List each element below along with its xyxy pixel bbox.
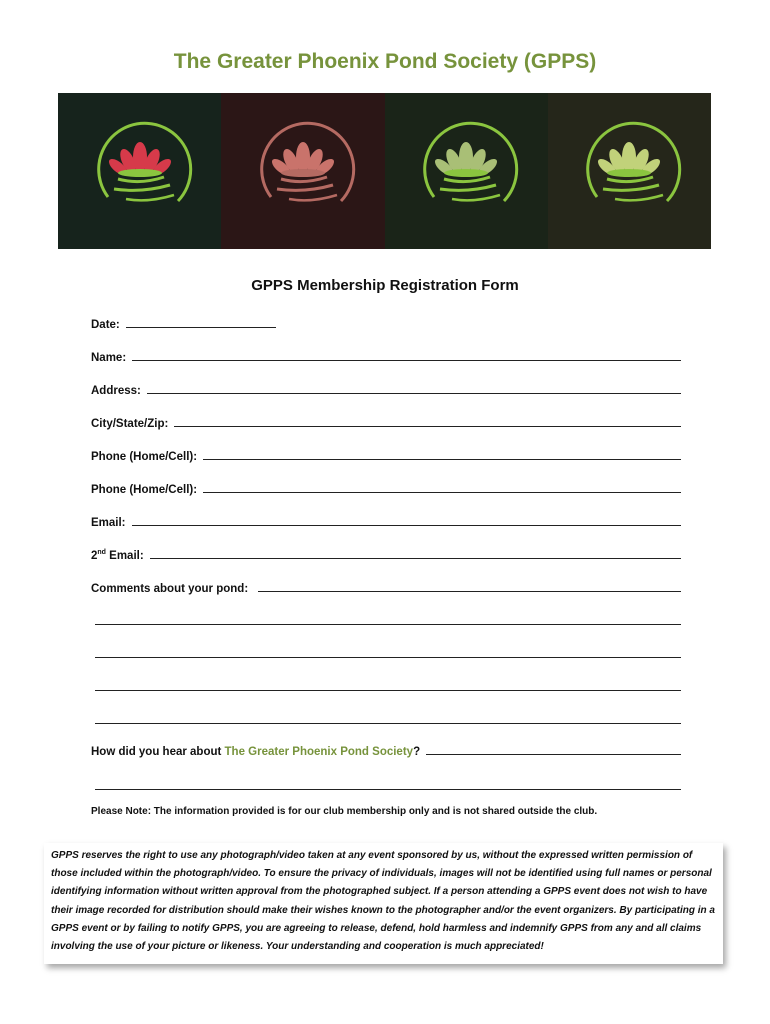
logo-panel: [548, 93, 711, 249]
email2-field[interactable]: [150, 557, 681, 559]
logo-banner: [58, 93, 711, 249]
logo-panel: [221, 93, 384, 249]
phone2-label: Phone (Home/Cell):: [91, 484, 198, 496]
address-row: [91, 379, 681, 397]
form-title: GPPS Membership Registration Form: [251, 277, 519, 294]
email-field[interactable]: [132, 524, 681, 526]
email-row: [91, 511, 681, 529]
phone2-row: [91, 478, 681, 496]
lotus-logo-icon: [404, 109, 528, 233]
date-row: [91, 313, 681, 331]
logo-panel: [385, 93, 548, 249]
name-row: [91, 346, 681, 364]
comments-line[interactable]: [91, 643, 681, 661]
address-label: Address:: [91, 385, 141, 397]
email2-row: [91, 544, 681, 562]
name-field[interactable]: [132, 359, 681, 361]
comments-line[interactable]: [91, 676, 681, 694]
lotus-logo-icon: [567, 109, 691, 233]
address-field[interactable]: [147, 392, 681, 394]
lotus-logo-icon: [241, 109, 365, 233]
comments-line[interactable]: [91, 610, 681, 628]
logo-panel: [58, 93, 221, 249]
referral-row: [91, 740, 681, 758]
phone-field[interactable]: [203, 458, 681, 460]
referral-label: How did you hear about The Greater Phoenix Pond Society?: [91, 746, 421, 758]
date-field[interactable]: [126, 326, 276, 328]
photo-disclaimer: GPPS reserves the right to use any photograph/video taken at any event sponsored by us, without the expressed written permission of those included within the photograph/video. To ensure the privacy of individuals, images will not be identified using full names or personal identifying information without written approval from the photographed subject. If a person attending a GPPS event does not wish to have their image recorded for distribution should make their wishes known to the photographer and/or the event organizers. By participating in a GPPS event or by failing to notify GPPS, you are agreeing to release, defend, hold harmless and indemnify GPPS from any and all claims involving the use of your picture or likeness. Your understanding and cooperation is much appreciated!: [44, 843, 723, 964]
city-row: [91, 412, 681, 430]
email-label: Email:: [91, 517, 126, 529]
referral-line[interactable]: [91, 775, 681, 793]
phone2-field[interactable]: [203, 491, 681, 493]
phone-label: Phone (Home/Cell):: [91, 451, 198, 463]
comments-row: [91, 577, 681, 595]
page-title: The Greater Phoenix Pond Society (GPPS): [173, 50, 597, 73]
date-label: Date:: [91, 319, 120, 331]
comments-field[interactable]: [258, 590, 681, 592]
city-field[interactable]: [174, 425, 681, 427]
name-label: Name:: [91, 352, 127, 364]
comments-label: Comments about your pond:: [91, 583, 249, 595]
city-label: City/State/Zip:: [91, 418, 169, 430]
privacy-note: Please Note: The information provided is for our club membership only and is not shared outside the club.: [91, 806, 598, 817]
phone-row: [91, 445, 681, 463]
email2-label: 2nd Email:: [91, 549, 144, 562]
lotus-logo-icon: [78, 109, 202, 233]
comments-line[interactable]: [91, 709, 681, 727]
referral-field[interactable]: [426, 753, 681, 755]
